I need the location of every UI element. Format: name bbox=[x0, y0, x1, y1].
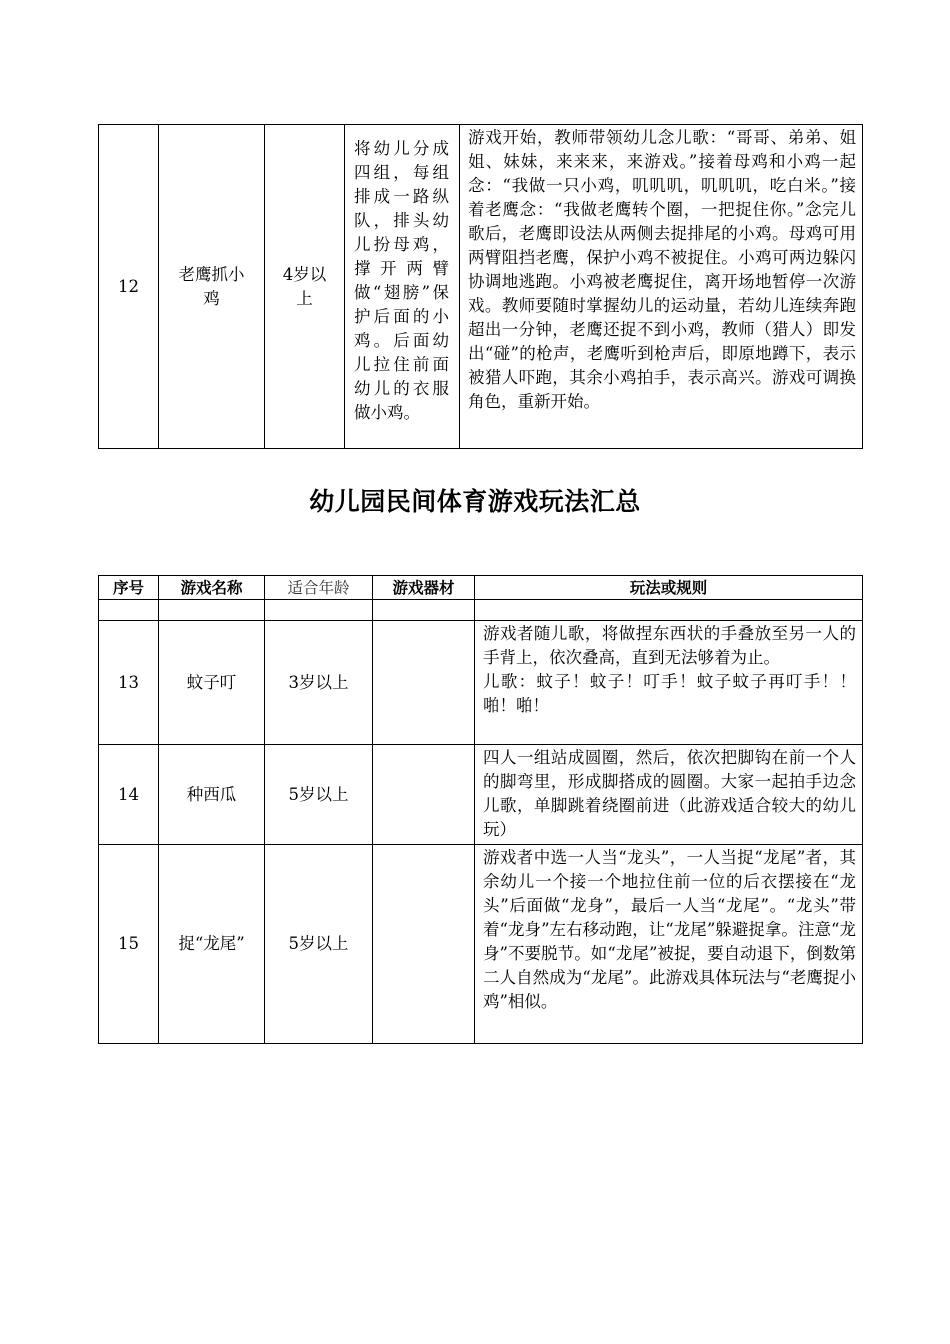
header-name: 游戏名称 bbox=[159, 576, 265, 600]
game-equipment bbox=[373, 621, 475, 745]
empty-cell bbox=[475, 600, 863, 621]
game-equipment bbox=[373, 845, 475, 1044]
game-age: 4岁以上 bbox=[265, 125, 345, 449]
game-rules: 游戏者中选一人当“龙头”，一人当捉“龙尾”者，其余幼儿一个接一个地拉住前一位的后衣摆接在“龙头”后面做“龙身”，最后一人当“龙尾”。“龙头”带着“龙身”左右移动跑，让“龙尾”躲避捉拿。注意“龙身”不要脱节。如“龙尾”被捉，要自动退下，倒数第二人自然成为“龙尾”。此游戏具体玩法与“老鹰捉小鸡”相似。 bbox=[475, 845, 863, 1044]
table-row bbox=[99, 745, 863, 845]
game-rules: 游戏开始，教师带领幼儿念儿歌：“哥哥、弟弟、姐姐、妹妹，来来来，来游戏。”接着母鸡和小鸡一起念：“我做一只小鸡，叽叽叽，叽叽叽，吃白米。”接着老鹰念：“我做老鹰转个圈，一把捉住你。”念完儿歌后，老鹰即设法从两侧去捉排尾的小鸡。母鸡可用两臂阻挡老鹰，保护小鸡不被捉住。小鸡可两边躲闪协调地逃跑。小鸡被老鹰捉住，离开场地暂停一次游戏。教师要随时掌握幼儿的运动量，若幼儿连续奔跑超出一分钟，老鹰还捉不到小鸡，教师（猎人）即发出“碰”的枪声，老鹰听到枪声后，即原地蹲下，表示被猎人吓跑，其余小鸡拍手，表示高兴。游戏可调换角色，重新开始。 bbox=[460, 125, 863, 449]
table-row bbox=[99, 621, 863, 745]
table-row bbox=[99, 125, 863, 449]
game-number: 13 bbox=[99, 621, 159, 745]
empty-cell bbox=[373, 600, 475, 621]
game-name: 种西瓜 bbox=[159, 745, 265, 845]
game-method: 将幼儿分成四组，每组排成一路纵队，排头幼儿扮母鸡，撑开两臂做“翅膀”保护后面的小鸡。后面幼儿拉住前面幼儿的衣服做小鸡。 bbox=[345, 125, 460, 449]
game-name: 老鹰抓小鸡 bbox=[159, 125, 265, 449]
game-age: 5岁以上 bbox=[265, 845, 373, 1044]
game-rules bbox=[475, 621, 863, 745]
game-number: 14 bbox=[99, 745, 159, 845]
header-equipment: 游戏器材 bbox=[373, 576, 475, 600]
table-header-row bbox=[99, 576, 863, 600]
empty-cell bbox=[99, 600, 159, 621]
game-name: 蚊子叮 bbox=[159, 621, 265, 745]
game-equipment bbox=[373, 745, 475, 845]
header-age: 适合年龄 bbox=[265, 576, 373, 600]
page-title: 幼儿园民间体育游戏玩法汇总 bbox=[309, 487, 641, 516]
table-row bbox=[99, 845, 863, 1044]
game-table-continued bbox=[98, 124, 863, 449]
header-rules: 玩法或规则 bbox=[475, 576, 863, 600]
game-age: 3岁以上 bbox=[265, 621, 373, 745]
game-rules: 四人一组站成圆圈，然后，依次把脚钩在前一个人的脚弯里，形成脚搭成的圆圈。大家一起拍手边念儿歌，单脚跳着绕圈前进（此游戏适合较大的幼儿玩） bbox=[475, 745, 863, 845]
rhyme-text: 儿歌：蚊子！蚊子！叮手！蚊子蚊子再叮手！！啪！啪！ bbox=[483, 672, 856, 715]
header-number: 序号 bbox=[99, 576, 159, 600]
rules-text: 游戏者随儿歌，将做捏东西状的手叠放至另一人的手背上，依次叠高，直到无法够着为止。 bbox=[483, 624, 856, 667]
empty-cell bbox=[159, 600, 265, 621]
empty-cell bbox=[265, 600, 373, 621]
game-table bbox=[98, 575, 863, 1044]
game-number: 15 bbox=[99, 845, 159, 1044]
game-number: 12 bbox=[99, 125, 159, 449]
game-age: 5岁以上 bbox=[265, 745, 373, 845]
game-name: 捉“龙尾” bbox=[159, 845, 265, 1044]
empty-row bbox=[99, 600, 863, 621]
